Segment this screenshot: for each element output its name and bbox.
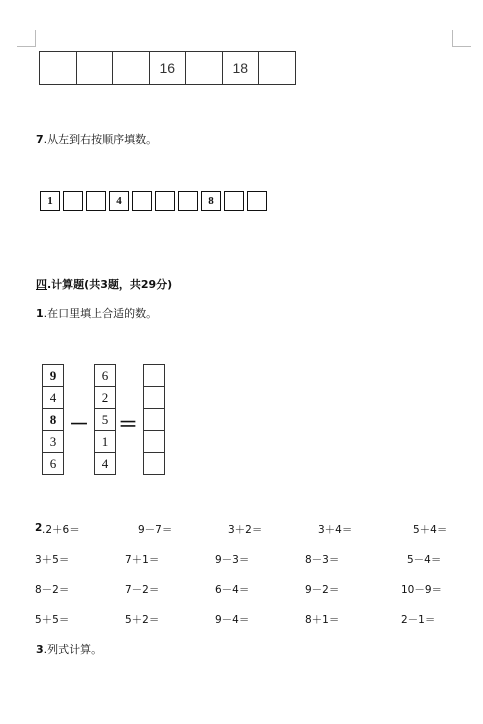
minuend-column <box>42 364 64 475</box>
answer-box[interactable] <box>143 364 165 387</box>
answer-box[interactable] <box>224 191 244 211</box>
question-number: 3 <box>36 643 44 656</box>
equation: 9－3＝ <box>215 554 250 566</box>
answer-box[interactable] <box>178 191 198 211</box>
equation: .2＋6＝ <box>42 524 80 536</box>
answer-box[interactable] <box>143 452 165 475</box>
section-label: 四 <box>36 278 47 291</box>
corner-mark-top-left <box>17 30 36 47</box>
answer-box[interactable] <box>143 408 165 431</box>
given-number-box: 1 <box>40 191 60 211</box>
column-cell: 4 <box>42 386 64 409</box>
section-heading <box>36 276 172 292</box>
equation: 8＋1＝ <box>305 614 340 626</box>
equation: 5＋5＝ <box>35 614 70 626</box>
equation: 7＋1＝ <box>125 554 160 566</box>
answer-box[interactable] <box>143 430 165 453</box>
section-title: .计算题(共3题，共29分) <box>47 278 173 291</box>
column-cell: 5 <box>94 408 116 431</box>
given-number-box: 18 <box>222 51 260 85</box>
minus-sign: － <box>69 414 89 436</box>
question-number: 7 <box>36 133 44 146</box>
question-number: 2 <box>35 522 43 534</box>
answer-box[interactable] <box>132 191 152 211</box>
question-text: .在口里填上合适的数。 <box>43 307 158 320</box>
answer-box[interactable] <box>86 191 106 211</box>
answer-box[interactable] <box>39 51 77 85</box>
equation: 3＋5＝ <box>35 554 70 566</box>
equation: 5＋2＝ <box>125 614 160 626</box>
equation: 8－2＝ <box>35 584 70 596</box>
column-cell: 6 <box>42 452 64 475</box>
answer-box[interactable] <box>185 51 223 85</box>
column-cell: 1 <box>94 430 116 453</box>
column-cell: 9 <box>42 364 64 387</box>
given-number-box: 16 <box>149 51 187 85</box>
equation: 9－7＝ <box>138 524 173 536</box>
equation: 7－2＝ <box>125 584 160 596</box>
column-cell: 2 <box>94 386 116 409</box>
given-number-box: 4 <box>109 191 129 211</box>
corner-mark-top-right <box>452 30 471 47</box>
equation: 8－3＝ <box>305 554 340 566</box>
answer-box[interactable] <box>112 51 150 85</box>
equation: 3＋2＝ <box>228 524 263 536</box>
question-text: .列式计算。 <box>43 643 103 656</box>
equation: 5－4＝ <box>407 554 442 566</box>
answer-box[interactable] <box>143 386 165 409</box>
number-row-1 <box>39 51 296 85</box>
subtrahend-column <box>94 364 116 475</box>
question-1 <box>36 305 157 321</box>
equation: 2－1＝ <box>401 614 436 626</box>
answer-box[interactable] <box>258 51 296 85</box>
answer-box[interactable] <box>247 191 267 211</box>
equation: 9－4＝ <box>215 614 250 626</box>
equation: 5＋4＝ <box>413 524 448 536</box>
question-text: .从左到右按顺序填数。 <box>43 133 158 146</box>
given-number-box: 8 <box>201 191 221 211</box>
result-column <box>143 364 165 475</box>
equation: 10－9＝ <box>401 584 443 596</box>
column-cell: 6 <box>94 364 116 387</box>
equation: 9－2＝ <box>305 584 340 596</box>
equation: 6－4＝ <box>215 584 250 596</box>
answer-box[interactable] <box>155 191 175 211</box>
question-3 <box>36 641 102 657</box>
question-7 <box>36 131 157 147</box>
column-cell: 3 <box>42 430 64 453</box>
column-cell: 8 <box>42 408 64 431</box>
question-number: 1 <box>36 307 44 320</box>
answer-box[interactable] <box>76 51 114 85</box>
equals-sign: ＝ <box>118 414 138 436</box>
answer-box[interactable] <box>63 191 83 211</box>
number-row-2 <box>40 191 270 211</box>
column-cell: 4 <box>94 452 116 475</box>
equation: 3＋4＝ <box>318 524 353 536</box>
